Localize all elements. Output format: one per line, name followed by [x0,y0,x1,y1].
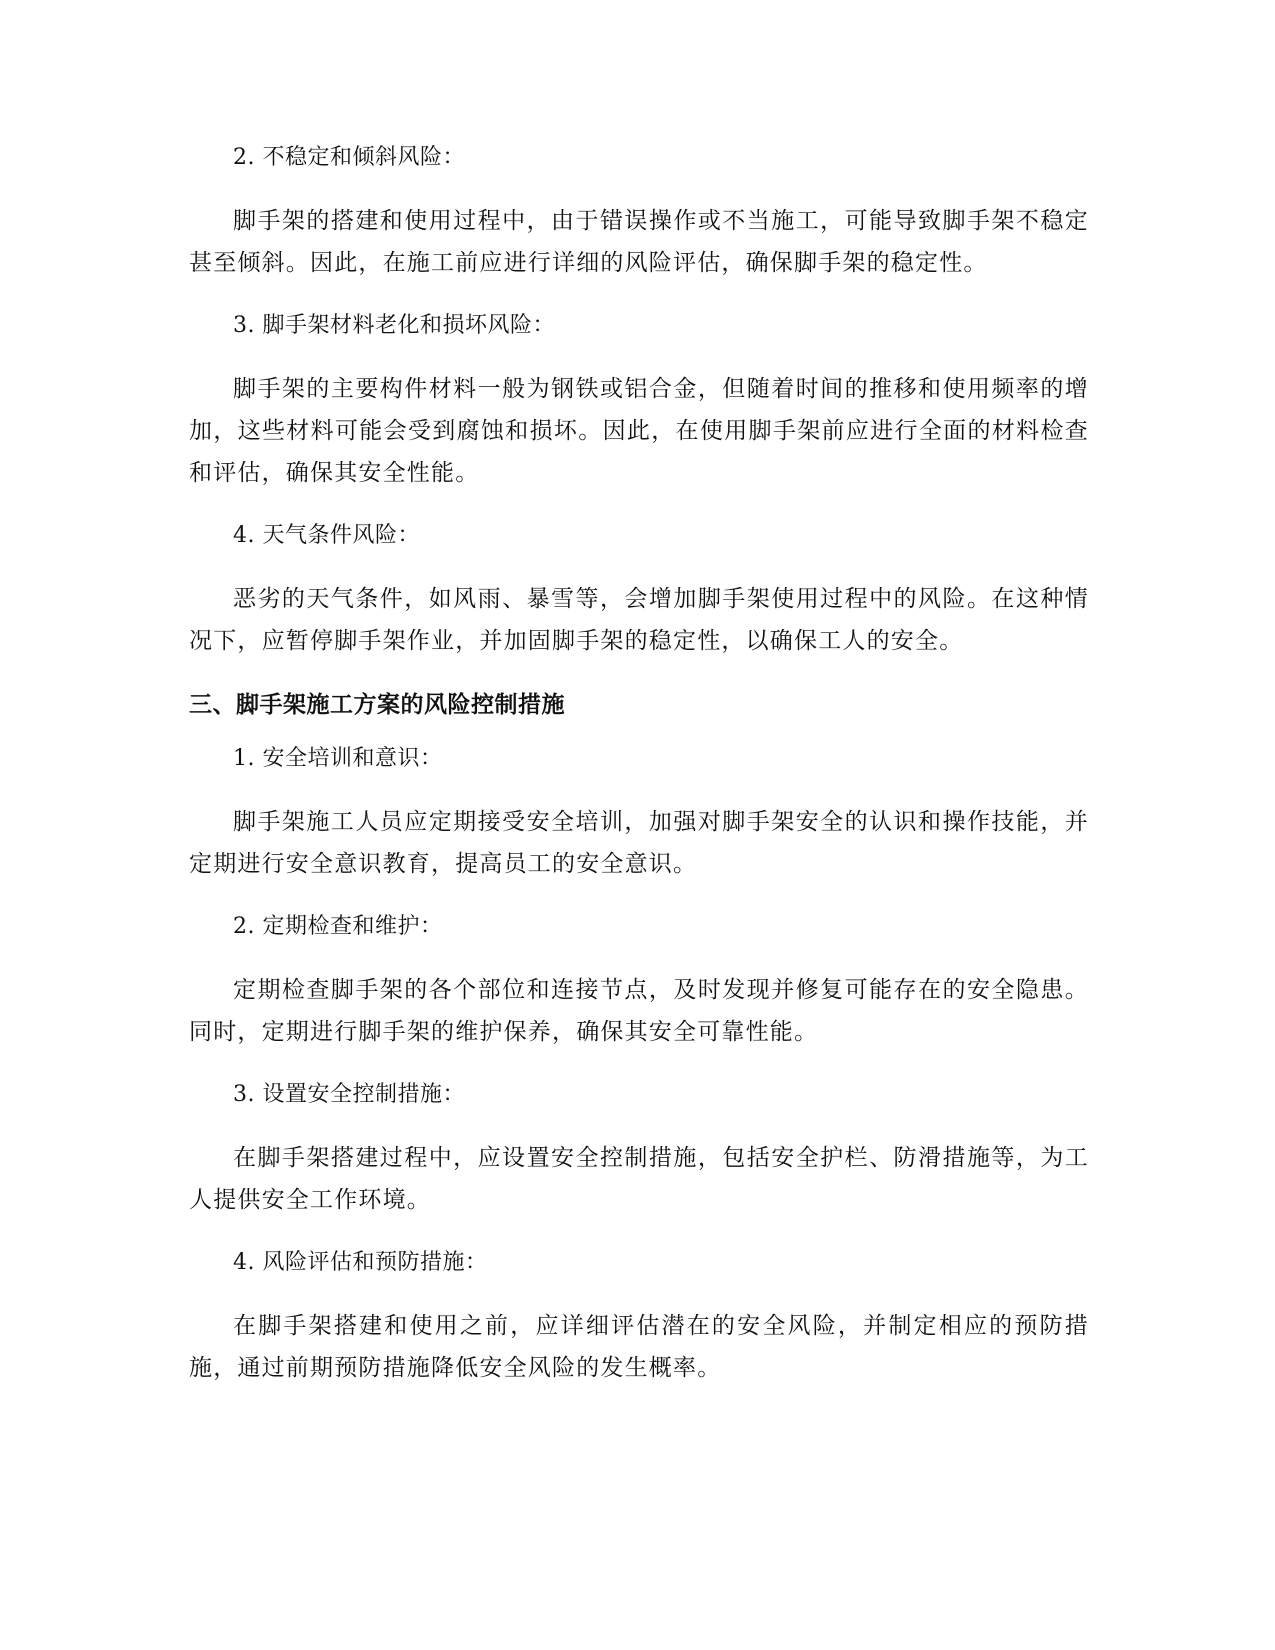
control-item-4-title: 4. 风险评估和预防措施： [233,1250,488,1275]
control-item-3-title: 3. 设置安全控制措施： [233,1082,465,1107]
risk-item-2-title: 2. 不稳定和倾斜风险： [233,145,465,170]
control-item-2-title: 2. 定期检查和维护： [233,914,443,939]
risk-item-2-paragraph: 脚手架的搭建和使用过程中，由于错误操作或不当施工，可能导致脚手架不稳定甚至倾斜。因此，在施工前应进行详细的风险评估，确保脚手架的稳定性。 [189,208,1089,276]
control-item-4-paragraph: 在脚手架搭建和使用之前，应详细评估潜在的安全风险，并制定相应的预防措施，通过前期预防措施降低安全风险的发生概率。 [189,1313,1089,1381]
document-body [189,147,1089,1420]
risk-item-4-title: 4. 天气条件风险： [233,523,420,548]
control-item-2-paragraph: 定期检查脚手架的各个部位和连接节点，及时发现并修复可能存在的安全隐患。同时，定期进行脚手架的维护保养，确保其安全可靠性能。 [189,977,1089,1045]
control-item-1-paragraph: 脚手架施工人员应定期接受安全培训，加强对脚手架安全的认识和操作技能，并定期进行安全意识教育，提高员工的安全意识。 [189,809,1089,877]
risk-item-3-paragraph: 脚手架的主要构件材料一般为钢铁或铝合金，但随着时间的推移和使用频率的增加，这些材料可能会受到腐蚀和损坏。因此，在使用脚手架前应进行全面的材料检查和评估，确保其安全性能。 [189,376,1089,486]
risk-item-4-paragraph: 恶劣的天气条件，如风雨、暴雪等，会增加脚手架使用过程中的风险。在这种情况下，应暂停脚手架作业，并加固脚手架的稳定性，以确保工人的安全。 [189,586,1089,654]
control-item-1-title: 1. 安全培训和意识： [233,746,443,771]
control-item-3-paragraph: 在脚手架搭建过程中，应设置安全控制措施，包括安全护栏、防滑措施等，为工人提供安全工作环境。 [189,1145,1089,1213]
risk-item-3-title: 3. 脚手架材料老化和损坏风险： [233,313,555,338]
section-heading-risk-control: 三、脚手架施工方案的风险控制措施 [189,692,565,718]
